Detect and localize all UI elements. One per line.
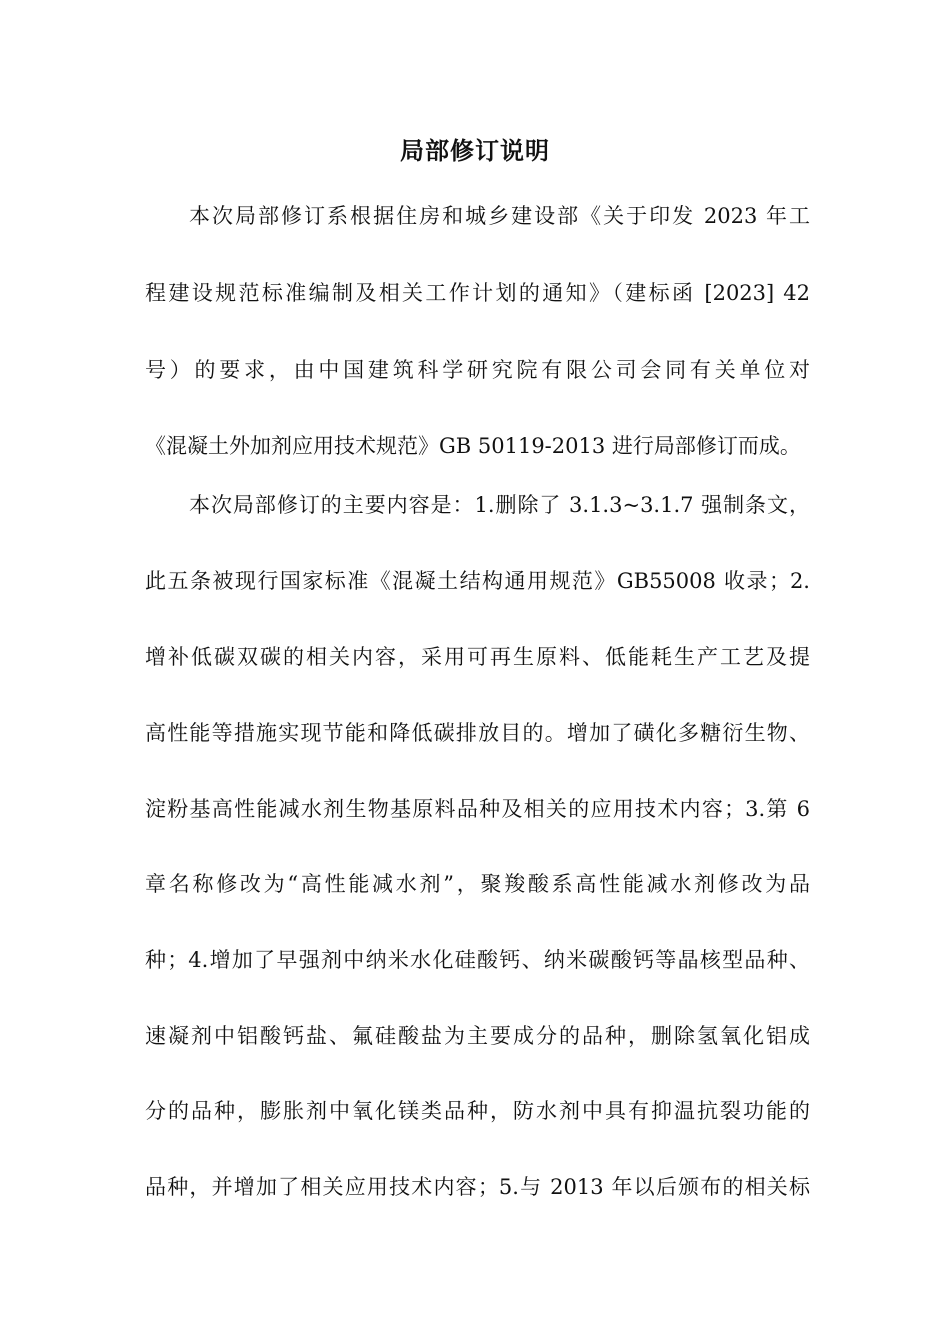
paragraph-line: 本次局部修订的主要内容是：1.删除了 3.1.3~3.1.7 强制条文， — [189, 493, 810, 517]
paragraph-line: 分的品种，膨胀剂中氧化镁类品种，防水剂中具有抑温抗裂功能的 — [145, 1099, 810, 1123]
paragraph-line: 淀粉基高性能减水剂生物基原料品种及相关的应用技术内容；3.第 6 — [145, 797, 810, 821]
paragraph-line: 品种，并增加了相关应用技术内容；5.与 2013 年以后颁布的相关标 — [145, 1175, 810, 1199]
paragraph-line: 种；4.增加了早强剂中纳米水化硅酸钙、纳米碳酸钙等晶核型品种、 — [145, 948, 810, 972]
paragraph-line: 号）的要求，由中国建筑科学研究院有限公司会同有关单位对 — [145, 358, 810, 382]
paragraph-line: 本次局部修订系根据住房和城乡建设部《关于印发 2023 年工 — [189, 204, 810, 228]
paragraph-line: 程建设规范标准编制及相关工作计划的通知》（建标函 [2023] 42 — [145, 281, 810, 305]
paragraph-line: 高性能等措施实现节能和降低碳排放目的。增加了磺化多糖衍生物、 — [145, 721, 810, 745]
paragraph-line: 增补低碳双碳的相关内容，采用可再生原料、低能耗生产工艺及提 — [145, 645, 810, 669]
paragraph-line: 此五条被现行国家标准《混凝土结构通用规范》GB55008 收录；2. — [145, 569, 810, 593]
paragraph-line: 速凝剂中铝酸钙盐、氟硅酸盐为主要成分的品种，删除氢氧化铝成 — [145, 1024, 810, 1048]
document-title: 局部修订说明 — [400, 136, 550, 165]
paragraph-line: 《混凝土外加剂应用技术规范》GB 50119-2013 进行局部修订而成。 — [145, 434, 801, 458]
paragraph-line: 章名称修改为“高性能减水剂”，聚羧酸系高性能减水剂修改为品 — [145, 872, 810, 896]
